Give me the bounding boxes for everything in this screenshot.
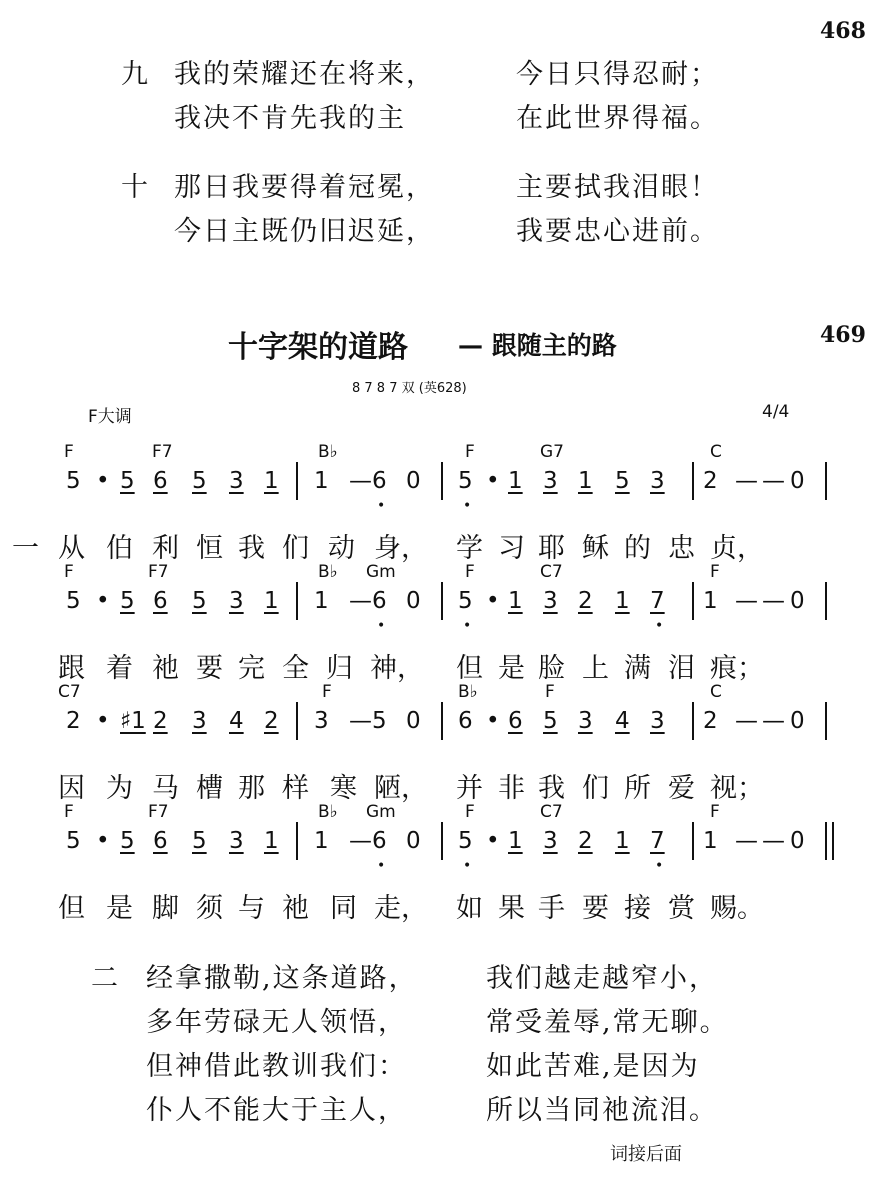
lyric-syllable: 非 bbox=[498, 773, 525, 804]
chord-symbol: F bbox=[710, 802, 720, 822]
score-note: 3 bbox=[543, 588, 558, 614]
score-note: 2 bbox=[578, 588, 593, 614]
lyric-syllable: 我 bbox=[238, 533, 265, 564]
score-note: 1 bbox=[578, 468, 593, 494]
lyric-syllable: 赏 bbox=[668, 893, 695, 924]
lyric-syllable: 满 bbox=[624, 653, 651, 684]
low-octave-dot: • bbox=[463, 498, 472, 514]
score-note: • bbox=[96, 588, 110, 614]
score-note: 5 bbox=[120, 828, 135, 854]
chord-symbol: F bbox=[465, 562, 475, 582]
score-note: 6 bbox=[508, 708, 523, 734]
verse-9-line-1b: 今日只得忍耐； bbox=[516, 59, 719, 90]
score-note: 5 bbox=[120, 588, 135, 614]
score-note: 0 bbox=[790, 828, 805, 854]
low-octave-dot: • bbox=[463, 618, 472, 634]
score-note: 5 bbox=[458, 828, 473, 854]
score-note: 1 bbox=[508, 588, 523, 614]
low-octave-dot: • bbox=[377, 618, 386, 634]
lyric-syllable: 但 bbox=[456, 653, 483, 684]
score-note: • bbox=[96, 828, 110, 854]
score-note: 7 bbox=[650, 588, 665, 614]
score-note: 1 bbox=[615, 588, 630, 614]
score-note: 1 bbox=[264, 588, 279, 614]
score-note: 5 bbox=[615, 468, 630, 494]
score-note: • bbox=[486, 708, 500, 734]
lyric-syllable: 视； bbox=[710, 773, 764, 804]
score-note: 5 bbox=[543, 708, 558, 734]
chord-symbol: F bbox=[465, 442, 475, 462]
lyric-syllable: 并 bbox=[456, 773, 483, 804]
lyric-syllable: 马 bbox=[152, 773, 179, 804]
score-note: 6 bbox=[372, 588, 387, 614]
score-note: • bbox=[486, 828, 500, 854]
score-note: 0 bbox=[790, 468, 805, 494]
score-note: 7 bbox=[650, 828, 665, 854]
verse-2-line-4a: 仆人不能大于主人， bbox=[146, 1095, 407, 1126]
score-note: 1 bbox=[703, 588, 718, 614]
score-note: 6 bbox=[458, 708, 473, 734]
score-note: 3 bbox=[229, 468, 244, 494]
bar-line bbox=[296, 462, 298, 500]
score-note: 2 bbox=[264, 708, 279, 734]
chord-symbol: F bbox=[465, 802, 475, 822]
lyric-syllable: 如 bbox=[456, 893, 483, 924]
lyric-syllable: 脸 bbox=[538, 653, 565, 684]
bar-line bbox=[441, 822, 443, 860]
verse-2-line-2a: 多年劳碌无人领悟， bbox=[146, 1007, 407, 1038]
score-note: 5 bbox=[192, 468, 207, 494]
lyric-syllable: 神， bbox=[370, 653, 424, 684]
lyric-syllable: 全 bbox=[282, 653, 309, 684]
hymn-title: 十字架的道路 bbox=[228, 330, 408, 365]
low-octave-dot: • bbox=[377, 498, 386, 514]
bar-line bbox=[441, 582, 443, 620]
lyric-syllable: 是 bbox=[106, 893, 133, 924]
score-note: 5 bbox=[192, 588, 207, 614]
hymn-subtitle: — 跟随主的路 bbox=[458, 331, 617, 360]
score-note: 5 bbox=[192, 828, 207, 854]
verse-10-line-2b: 我要忠心进前。 bbox=[516, 216, 719, 247]
time-signature: 4/4 bbox=[762, 402, 790, 422]
score-note: 2 bbox=[66, 708, 81, 734]
hymn-number-469: 469 bbox=[820, 322, 866, 348]
chord-symbol: F7 bbox=[152, 442, 173, 462]
score-note: 5 bbox=[66, 828, 81, 854]
score-note: • bbox=[486, 588, 500, 614]
lyric-syllable: 因 bbox=[58, 773, 85, 804]
score-note: 5 bbox=[66, 588, 81, 614]
score-note: — bbox=[762, 708, 785, 734]
chord-symbol: F7 bbox=[148, 562, 169, 582]
score-note: — bbox=[762, 588, 785, 614]
bar-line bbox=[692, 822, 694, 860]
lyric-syllable: 要 bbox=[196, 653, 223, 684]
verse-9-line-1a: 我的荣耀还在将来， bbox=[174, 59, 435, 90]
lyric-syllable: 恒 bbox=[196, 533, 223, 564]
score-note: 2 bbox=[703, 708, 718, 734]
lyric-syllable: 与 bbox=[238, 893, 265, 924]
score-note: • bbox=[96, 468, 110, 494]
score-note: 1 bbox=[314, 588, 329, 614]
chord-symbol: C bbox=[710, 682, 722, 702]
lyric-syllable: 跟 bbox=[58, 653, 85, 684]
bar-line bbox=[441, 702, 443, 740]
score-note: 6 bbox=[153, 588, 168, 614]
lyric-syllable: 着 bbox=[106, 653, 133, 684]
chord-symbol: Gm bbox=[366, 802, 396, 822]
lyric-syllable: 赐。 bbox=[710, 893, 764, 924]
lyric-syllable: 寒 bbox=[330, 773, 357, 804]
score-note: 1 bbox=[508, 828, 523, 854]
score-note: 1 bbox=[703, 828, 718, 854]
score-note: 0 bbox=[790, 588, 805, 614]
lyric-syllable: 利 bbox=[152, 533, 179, 564]
score-note: 6 bbox=[372, 828, 387, 854]
lyric-syllable: 一 bbox=[12, 533, 39, 564]
score-note: 0 bbox=[406, 708, 421, 734]
chord-symbol: C bbox=[710, 442, 722, 462]
bar-line bbox=[692, 462, 694, 500]
verse-2-line-3a: 但神借此教训我们： bbox=[146, 1051, 407, 1082]
lyric-syllable: 完 bbox=[238, 653, 265, 684]
verse-2-line-3b: 如此苦难,是因为 bbox=[486, 1051, 700, 1082]
lyric-syllable: 爱 bbox=[668, 773, 695, 804]
lyric-syllable: 贞， bbox=[710, 533, 764, 564]
chord-symbol: B♭ bbox=[318, 442, 338, 462]
page-number-468: 468 bbox=[820, 18, 866, 44]
lyric-syllable: 伯 bbox=[106, 533, 133, 564]
score-note: 2 bbox=[153, 708, 168, 734]
bar-line bbox=[825, 462, 827, 500]
score-note: 1 bbox=[508, 468, 523, 494]
lyric-syllable: 走， bbox=[374, 893, 428, 924]
score-note: — bbox=[349, 468, 372, 494]
score-note: 3 bbox=[578, 708, 593, 734]
chord-symbol: F bbox=[322, 682, 332, 702]
score-note: 1 bbox=[314, 828, 329, 854]
chord-symbol: C7 bbox=[58, 682, 81, 702]
lyric-syllable: 祂 bbox=[152, 653, 179, 684]
chord-symbol: Gm bbox=[366, 562, 396, 582]
score-note: — bbox=[735, 588, 758, 614]
verse-10-line-1a: 那日我要得着冠冕， bbox=[174, 172, 435, 203]
chord-symbol: B♭ bbox=[458, 682, 478, 702]
bar-line bbox=[296, 582, 298, 620]
score-note: 6 bbox=[372, 468, 387, 494]
lyric-syllable: 习 bbox=[498, 533, 525, 564]
score-note: 2 bbox=[703, 468, 718, 494]
lyric-syllable: 归 bbox=[326, 653, 353, 684]
low-octave-dot: • bbox=[655, 618, 664, 634]
final-bar-line bbox=[832, 822, 834, 860]
lyric-syllable: 为 bbox=[106, 773, 133, 804]
lyric-syllable: 们 bbox=[582, 773, 609, 804]
continued-note: 词接后面 bbox=[610, 1144, 682, 1165]
lyric-syllable: 那 bbox=[238, 773, 265, 804]
chord-symbol: F bbox=[64, 802, 74, 822]
score-note: 0 bbox=[406, 828, 421, 854]
score-note: 1 bbox=[314, 468, 329, 494]
score-note: — bbox=[349, 828, 372, 854]
lyric-syllable: 痕； bbox=[710, 653, 764, 684]
verse-2-line-1a: 经拿撒勒,这条道路， bbox=[146, 963, 418, 994]
score-note: 1 bbox=[615, 828, 630, 854]
score-note: 2 bbox=[578, 828, 593, 854]
bar-line bbox=[692, 582, 694, 620]
verse-2-line-4b: 所以当同祂流泪。 bbox=[486, 1095, 718, 1126]
score-note: 0 bbox=[790, 708, 805, 734]
lyric-syllable: 祂 bbox=[282, 893, 309, 924]
lyric-syllable: 的 bbox=[624, 533, 651, 564]
chord-symbol: F7 bbox=[148, 802, 169, 822]
verse-9-line-2a: 我决不肯先我的主 bbox=[174, 103, 406, 134]
lyric-syllable: 稣 bbox=[582, 533, 609, 564]
verse-number-2: 二 bbox=[91, 963, 118, 994]
lyric-syllable: 要 bbox=[582, 893, 609, 924]
low-octave-dot: • bbox=[463, 858, 472, 874]
score-note: 3 bbox=[543, 828, 558, 854]
score-note: — bbox=[735, 828, 758, 854]
lyric-syllable: 泪 bbox=[668, 653, 695, 684]
lyric-syllable: 所 bbox=[624, 773, 651, 804]
bar-line bbox=[825, 582, 827, 620]
lyric-syllable: 须 bbox=[196, 893, 223, 924]
lyric-syllable: 手 bbox=[538, 893, 565, 924]
score-note: 5 bbox=[120, 468, 135, 494]
chord-symbol: F bbox=[545, 682, 555, 702]
chord-symbol: G7 bbox=[540, 442, 564, 462]
verse-9-line-2b: 在此世界得福。 bbox=[516, 103, 719, 134]
score-note: • bbox=[96, 708, 110, 734]
lyric-syllable: 脚 bbox=[152, 893, 179, 924]
bar-line bbox=[441, 462, 443, 500]
score-note: 0 bbox=[406, 468, 421, 494]
score-note: • bbox=[486, 468, 500, 494]
chord-symbol: B♭ bbox=[318, 802, 338, 822]
score-note: 3 bbox=[229, 828, 244, 854]
score-note: 3 bbox=[229, 588, 244, 614]
lyric-syllable: 从 bbox=[58, 533, 85, 564]
chord-symbol: F bbox=[710, 562, 720, 582]
bar-line bbox=[825, 822, 827, 860]
lyric-syllable: 接 bbox=[624, 893, 651, 924]
hymn-meter: 8 7 8 7 双 (英628) bbox=[352, 381, 467, 396]
score-note: — bbox=[762, 828, 785, 854]
verse-10-line-1b: 主要拭我泪眼！ bbox=[516, 172, 719, 203]
lyric-syllable: 学 bbox=[456, 533, 483, 564]
score-note: 4 bbox=[229, 708, 244, 734]
score-note: 1 bbox=[264, 468, 279, 494]
lyric-syllable: 陋， bbox=[374, 773, 428, 804]
score-note: 3 bbox=[192, 708, 207, 734]
lyric-syllable: 是 bbox=[498, 653, 525, 684]
score-note: 1 bbox=[264, 828, 279, 854]
bar-line bbox=[296, 702, 298, 740]
low-octave-dot: • bbox=[655, 858, 664, 874]
chord-symbol: B♭ bbox=[318, 562, 338, 582]
score-note: 5 bbox=[458, 588, 473, 614]
lyric-syllable: 身， bbox=[374, 533, 428, 564]
lyric-syllable: 我 bbox=[538, 773, 565, 804]
score-note: 4 bbox=[615, 708, 630, 734]
bar-line bbox=[692, 702, 694, 740]
score-note: 5 bbox=[372, 708, 387, 734]
score-note: — bbox=[349, 708, 372, 734]
key-signature: F大调 bbox=[88, 407, 132, 427]
lyric-syllable: 上 bbox=[582, 653, 609, 684]
chord-symbol: C7 bbox=[540, 802, 563, 822]
lyric-syllable: 动 bbox=[328, 533, 355, 564]
verse-10-line-2a: 今日主既仍旧迟延， bbox=[174, 216, 435, 247]
score-note: 3 bbox=[650, 468, 665, 494]
score-note: — bbox=[735, 468, 758, 494]
score-note: 3 bbox=[543, 468, 558, 494]
score-note: 5 bbox=[66, 468, 81, 494]
score-note: — bbox=[349, 588, 372, 614]
chord-symbol: F bbox=[64, 442, 74, 462]
verse-2-line-2b: 常受羞辱,常无聊。 bbox=[486, 1007, 729, 1038]
score-note: 6 bbox=[153, 468, 168, 494]
bar-line bbox=[825, 702, 827, 740]
score-note: — bbox=[762, 468, 785, 494]
lyric-syllable: 同 bbox=[330, 893, 357, 924]
chord-symbol: F bbox=[64, 562, 74, 582]
score-note: ♯1 bbox=[120, 708, 146, 734]
score-note: 5 bbox=[458, 468, 473, 494]
bar-line bbox=[296, 822, 298, 860]
verse-2-line-1b: 我们越走越窄小， bbox=[486, 963, 718, 994]
lyric-syllable: 果 bbox=[498, 893, 525, 924]
chord-symbol: C7 bbox=[540, 562, 563, 582]
lyric-syllable: 耶 bbox=[538, 533, 565, 564]
verse-number-9: 九 bbox=[121, 59, 148, 90]
score-note: 0 bbox=[406, 588, 421, 614]
score-note: — bbox=[735, 708, 758, 734]
score-note: 3 bbox=[314, 708, 329, 734]
score-note: 6 bbox=[153, 828, 168, 854]
lyric-syllable: 但 bbox=[58, 893, 85, 924]
score-note: 3 bbox=[650, 708, 665, 734]
lyric-syllable: 们 bbox=[282, 533, 309, 564]
lyric-syllable: 忠 bbox=[668, 533, 695, 564]
verse-number-10: 十 bbox=[121, 172, 148, 203]
low-octave-dot: • bbox=[377, 858, 386, 874]
lyric-syllable: 样 bbox=[282, 773, 309, 804]
lyric-syllable: 槽 bbox=[196, 773, 223, 804]
